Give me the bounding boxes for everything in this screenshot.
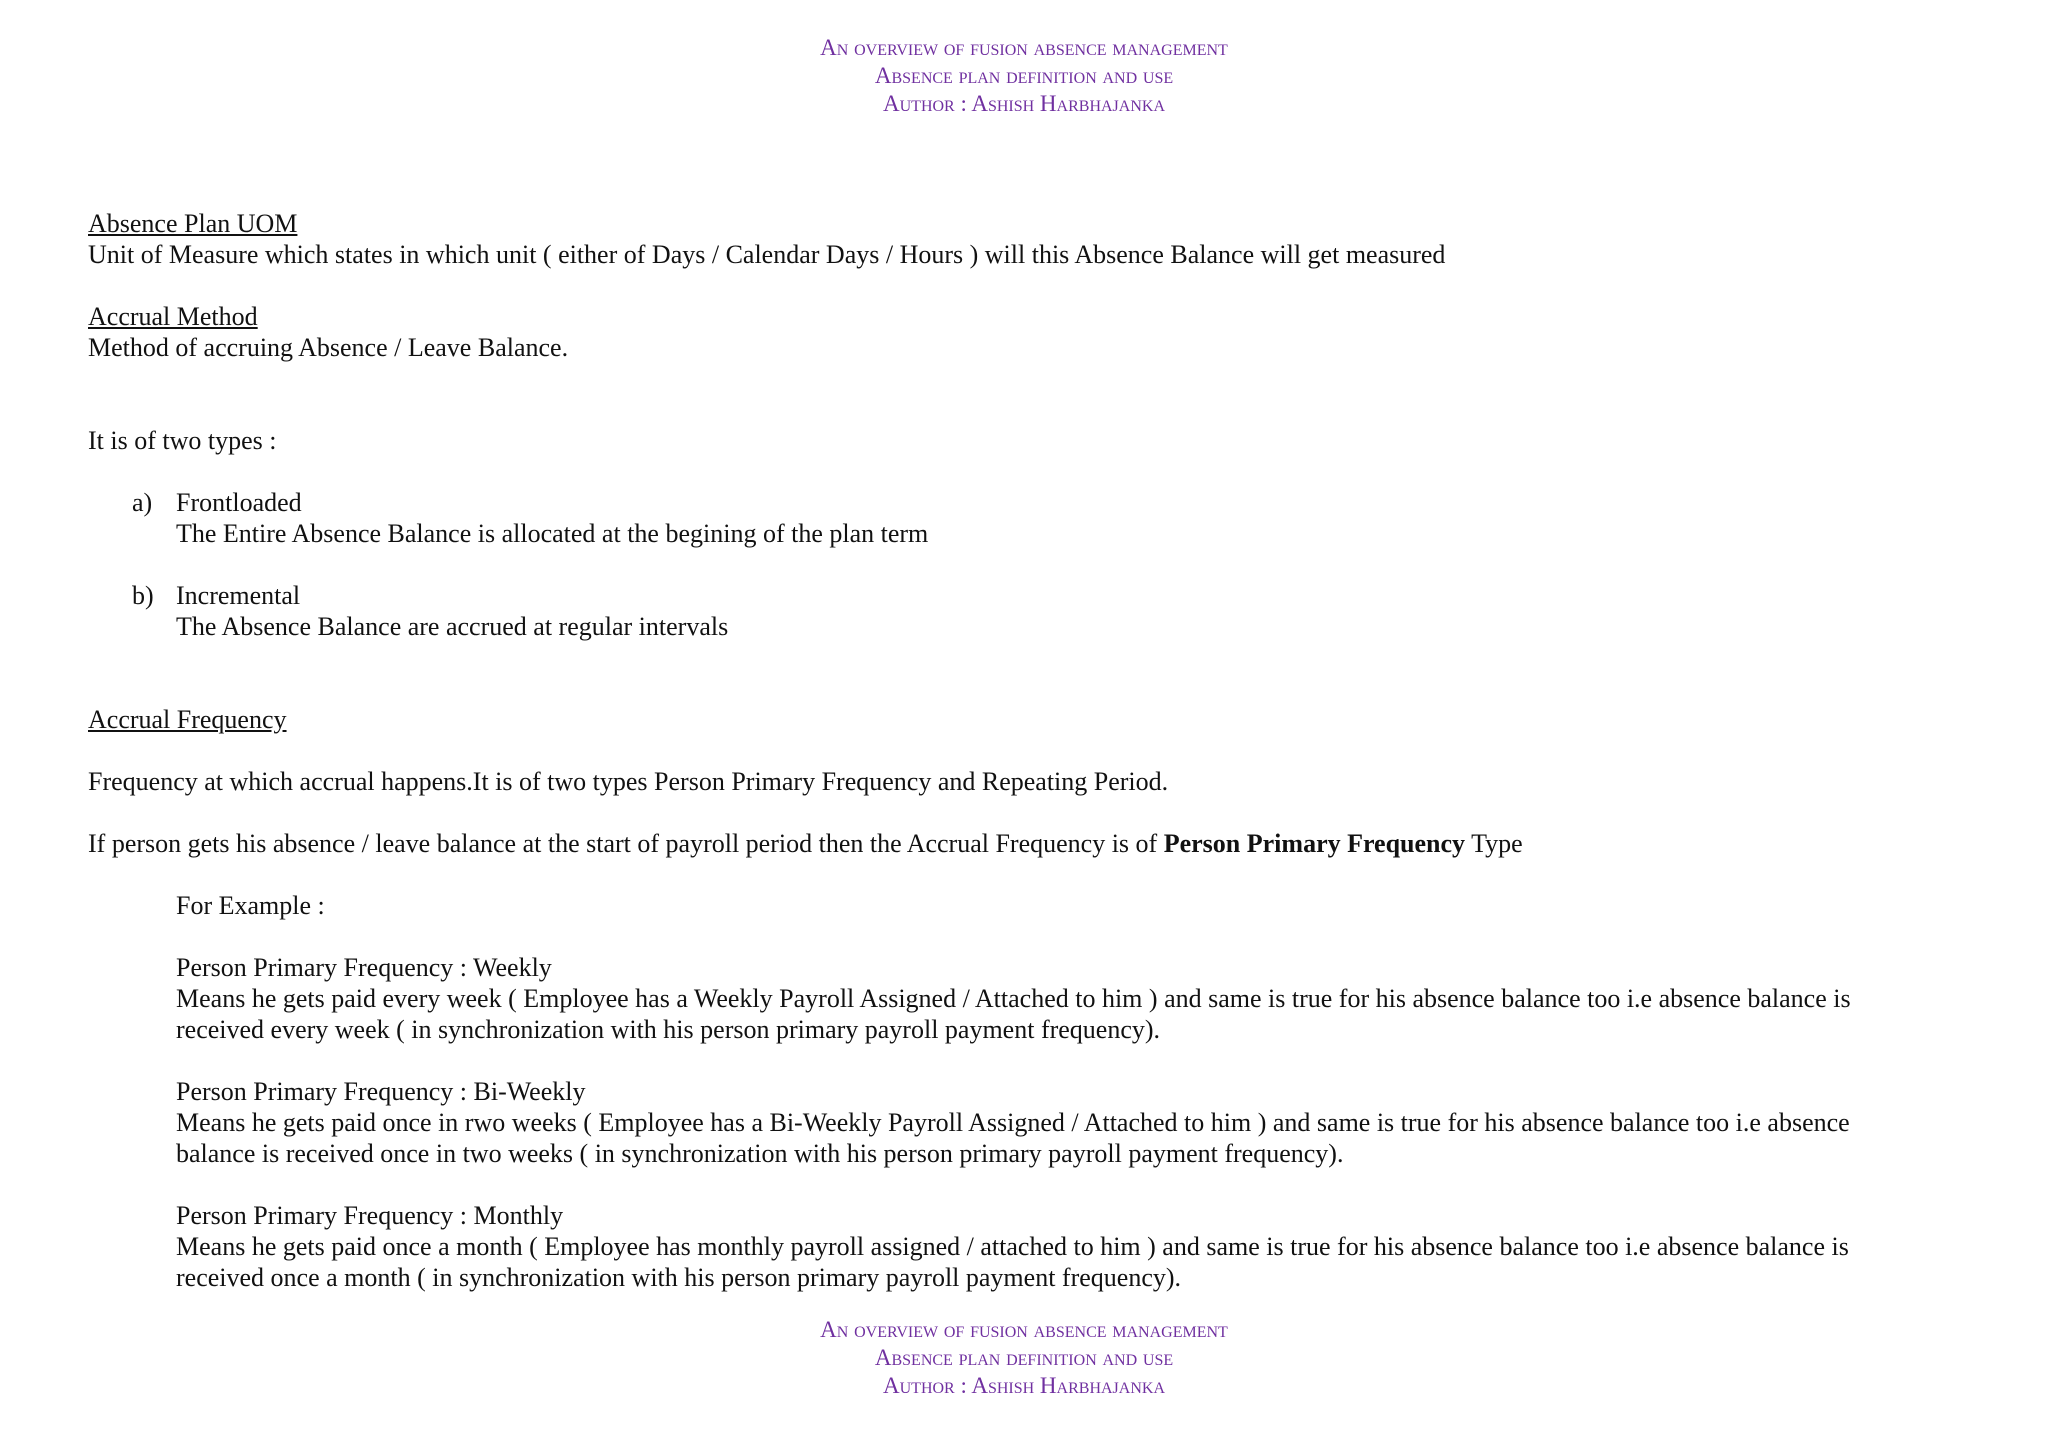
example-title: Person Primary Frequency : Weekly [176, 953, 552, 982]
document-body [88, 208, 1968, 1293]
condition-pre: If person gets his absence / leave balance at the start of payroll period then the Accrual Frequency is of [88, 829, 1164, 858]
list-marker: b) [132, 581, 154, 610]
list-item-title: Incremental [176, 581, 301, 610]
example-label: For Example : [176, 891, 325, 920]
accrual-types-intro: It is of two types : [88, 426, 277, 455]
example-weekly [176, 952, 1968, 1045]
example-line: received every week ( in synchronization with his person primary payroll payment frequency). [176, 1015, 1161, 1044]
list-item [88, 487, 1968, 549]
accrual-method-text: Method of accruing Absence / Leave Balance. [88, 333, 569, 362]
example-line: Means he gets paid every week ( Employee has a Weekly Payroll Assigned / Attached to him ) and same is true for his absence balance too i.e absence balance is [176, 984, 1851, 1013]
example-title: Person Primary Frequency : Monthly [176, 1201, 564, 1230]
example-line: Means he gets paid once in rwo weeks ( Employee has a Bi-Weekly Payroll Assigned / Attached to him ) and same is true for his absence balance too i.e absence [176, 1108, 1850, 1137]
footer-title: An overview of fusion absence management [820, 1317, 1228, 1342]
header-title: An overview of fusion absence management [820, 35, 1228, 60]
footer-author: Author : Ashish Harbhajanka [883, 1373, 1165, 1398]
list-item-title: Frontloaded [176, 488, 302, 517]
accrual-frequency-heading: Accrual Frequency [88, 705, 287, 734]
example-biweekly [176, 1076, 1968, 1169]
example-line: balance is received once in two weeks ( in synchronization with his person primary payroll payment frequency). [176, 1139, 1344, 1168]
example-line: received once a month ( in synchronization with his person primary payroll payment frequency). [176, 1263, 1182, 1292]
accrual-frequency-condition [88, 828, 1968, 859]
page-header [0, 34, 2048, 118]
header-subtitle: Absence plan definition and use [874, 63, 1174, 88]
list-item-desc: The Absence Balance are accrued at regular intervals [176, 612, 729, 641]
examples-block [88, 890, 1968, 1293]
list-marker: a) [132, 488, 153, 517]
example-title: Person Primary Frequency : Bi-Weekly [176, 1077, 586, 1106]
uom-heading: Absence Plan UOM [88, 209, 298, 238]
accrual-method-heading: Accrual Method [88, 302, 258, 331]
page-footer [0, 1316, 2048, 1400]
footer-subtitle: Absence plan definition and use [874, 1345, 1174, 1370]
header-author: Author : Ashish Harbhajanka [883, 91, 1165, 116]
condition-post: Type [1465, 829, 1523, 858]
list-item [88, 580, 1968, 642]
example-line: Means he gets paid once a month ( Employee has monthly payroll assigned / attached to him ) and same is true for his absence balance too i.e absence balance is [176, 1232, 1849, 1261]
example-monthly [176, 1200, 1968, 1293]
uom-text: Unit of Measure which states in which unit ( either of Days / Calendar Days / Hours ) will this Absence Balance will get measured [88, 240, 1446, 269]
accrual-frequency-text: Frequency at which accrual happens.It is of two types Person Primary Frequency and Repeating Period. [88, 767, 1169, 796]
condition-bold: Person Primary Frequency [1163, 829, 1466, 858]
list-item-desc: The Entire Absence Balance is allocated at the begining of the plan term [176, 519, 929, 548]
